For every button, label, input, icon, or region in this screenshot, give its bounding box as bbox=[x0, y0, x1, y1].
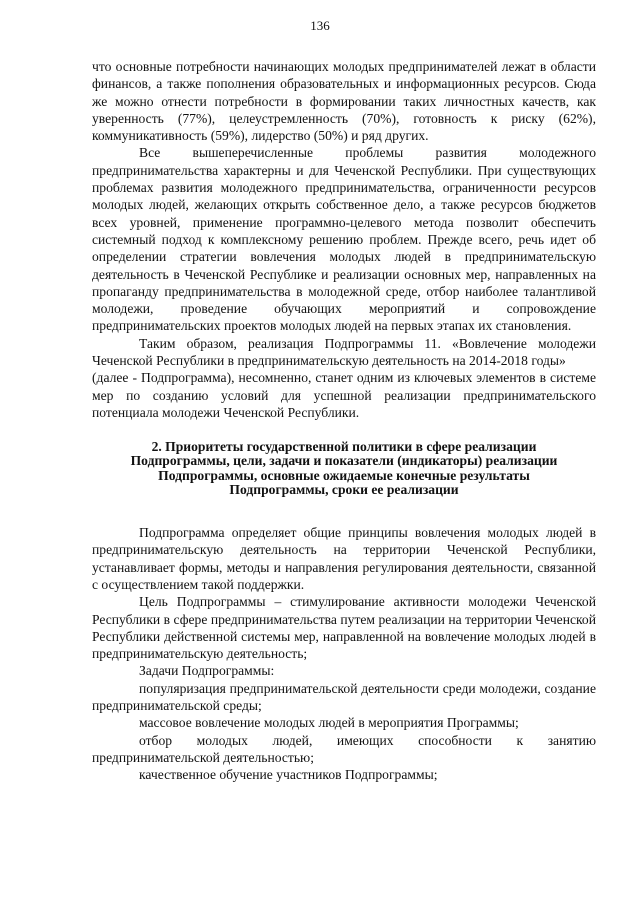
list-item: массовое вовлечение молодых людей в мероприятия Программы; bbox=[139, 715, 519, 731]
section-heading bbox=[92, 440, 596, 497]
paragraph: (далее - Подпрограмма), несомненно, станет одним из ключевых элементов в системе мер по созданию условий для успешной реализации предпринимательского потенциала молодежи Чеченской Республики. bbox=[92, 370, 596, 420]
paragraph: Подпрограмма определяет общие принципы вовлечения молодых людей в предпринимательскую деятельность на территории Чеченской Республики, устанавливает формы, методы и направления регулирования деятельности, связанной с осуществлением такой поддержки. bbox=[92, 525, 596, 592]
paragraph: Цель Подпрограммы – стимулирование активности молодежи Чеченской Республики в сфере предпринимательства путем реализации на территории Чеченской Республики действенной системы мер, направленной на вовлечение молодых людей в предпринимательскую деятельность; bbox=[92, 594, 596, 662]
heading-line: Подпрограммы, цели, задачи и показатели (индикаторы) реализации bbox=[130, 453, 558, 469]
list-item: популяризация предпринимательской деятельности среди молодежи, создание предпринимательской среды; bbox=[92, 680, 596, 714]
list-item: качественное обучение участников Подпрограммы; bbox=[139, 767, 438, 783]
heading-line: Подпрограммы, основные ожидаемые конечные результаты bbox=[158, 467, 530, 483]
paragraph: Все вышеперечисленные проблемы развития молодежного предпринимательства характерны и для Чеченской Республики. При существующих проблемах развития молодежного предпринимательства, ограниченности ресурсов молодых людей, желающих открыть собственное дело, а также ресурсов бюджетов всех уровней, применение программно-целевого метода позволит обеспечить системный подход к комплексному решению проблем. Прежде всего, речь идет об определении стратегии вовлечения молодых людей в предпринимательскую деятельность в Чеченской Республике и реализации основных мер, направленных на пропаганду предпринимательства в молодежной среде, отбор наиболее талантливой молодежи, проведение обучающих мероприятий и сопровождение предпринимательских проектов молодых людей на первых этапах их становления. bbox=[92, 145, 596, 334]
paragraph: Таким образом, реализация Подпрограммы 11. «Вовлечение молодежи Чеченской Республики в предпринимательскую деятельность на 2014-2018 годы» bbox=[92, 335, 596, 369]
list-item: отбор молодых людей, имеющих способности к занятию предпринимательской деятельностью; bbox=[92, 732, 596, 765]
paragraph: Задачи Подпрограммы: bbox=[139, 663, 275, 679]
heading-line: 2. Приоритеты государственной политики в сфере реализации bbox=[151, 439, 537, 455]
page-number: 136 bbox=[310, 18, 330, 33]
document-body bbox=[92, 58, 596, 784]
heading-line: Подпрограммы, сроки ее реализации bbox=[229, 481, 459, 497]
paragraph: что основные потребности начинающих молодых предпринимателей лежат в области финансов, а также пополнения образовательных и информационных ресурсов. Сюда же можно отнести потребности в формировании таких личностных качеств, как уверенность (77%), целеустремленность (70%), готовность к риску (62%), коммуникативность (59%), лидерство (50%) и ряд других. bbox=[92, 59, 596, 144]
